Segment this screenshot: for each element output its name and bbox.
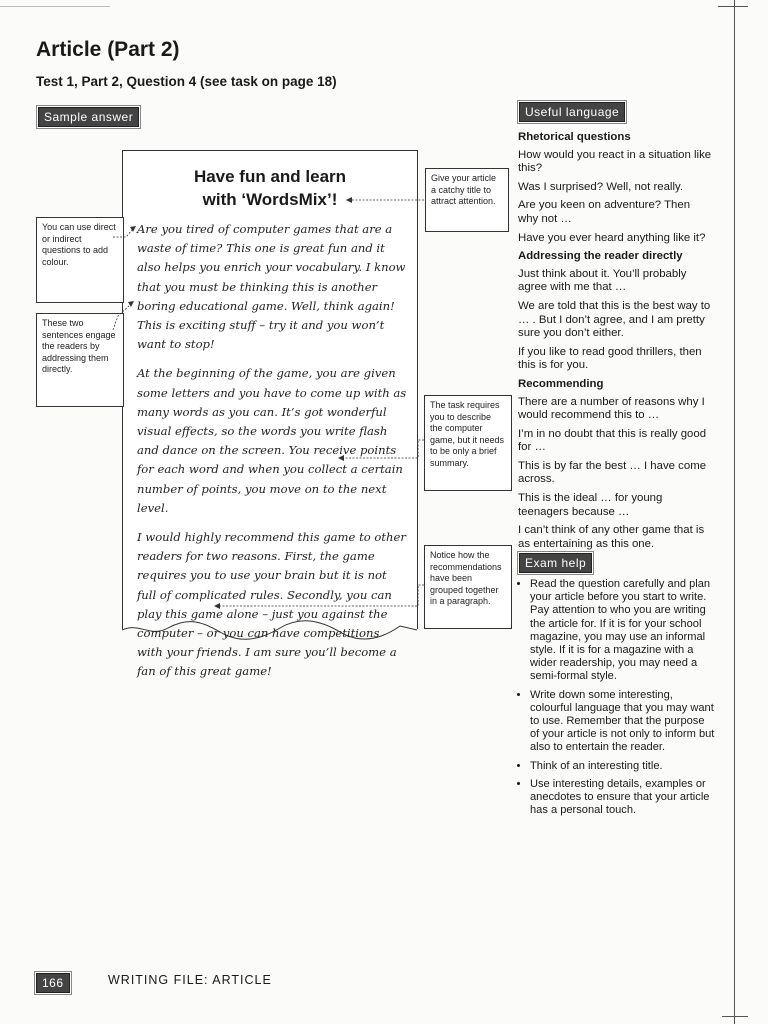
arrowhead-grouped (214, 603, 220, 609)
addressing-phrase: If you like to read good thrillers, then this is for you. (518, 345, 702, 372)
rhetorical-questions-heading: Rhetorical questions (518, 131, 631, 143)
exam-help-item: • Use interesting details, examples or anecdotes to ensure that your article has a personal touch. (530, 778, 716, 818)
recommending-phrase: This is the ideal … for young teenagers because … (518, 492, 663, 518)
arrow-grouped (214, 585, 424, 606)
useful-language-column (518, 127, 713, 556)
exam-help-column (516, 578, 716, 822)
arrow-summary (338, 440, 424, 458)
exam-help-label: Exam help (519, 553, 592, 573)
recommending-heading: Recommending (518, 377, 604, 390)
headline-line-2: with ‘WordsMix’! (202, 190, 338, 209)
footer-section-title: WRITING FILE: ARTICLE (108, 973, 272, 987)
arrow-colour (113, 230, 132, 237)
rhetorical-phrase: How would you react in a situation like this? (518, 148, 712, 175)
arrow-engage (113, 305, 130, 330)
exam-help-item: • Think of an interesting title. (530, 760, 716, 773)
addressing-phrase: We are told that this is the best way to … . But I don’t agree, and I am pretty sure you don’t either. (518, 299, 711, 340)
rhetorical-phrase: Have you ever heard anything like it? (518, 231, 706, 244)
addressing-phrase: Just think about it. You’ll probably agree with me that … (518, 267, 687, 294)
note-engage-readers: These two sentences engage the readers by addressing them directly. (36, 313, 124, 407)
note-grouped-recommendations: Notice how the recommendations have been grouped together in a paragraph. (424, 545, 512, 629)
note-questions-colour: You can use direct or indirect questions to add colour. (36, 217, 124, 303)
headline-line-1: Have fun and learn (193, 167, 347, 186)
exam-help-item: • Write down some interesting, colourful language that you may want to use. Remember that the purpose of your article is not only to inform but also to entertain the reader. (530, 689, 716, 755)
addressing-reader-heading: Addressing the reader directly (518, 250, 683, 263)
exam-help-item: • Read the question carefully and plan your article before you start to write. Pay attention to who you are writing the article for. If it is for your school magazine, you may use an informal style. If it is for a magazine with a wider readership, you may need a semi-formal style. (530, 578, 716, 684)
exam-help-list (516, 578, 716, 817)
recommending-phrase: I can’t think of any other game that is as entertaining as this one. (518, 524, 705, 550)
rhetorical-phrase: Are you keen on adventure? Then why not … (518, 199, 691, 225)
page-number: 166 (36, 973, 70, 993)
arrowhead-title (346, 197, 352, 203)
rhetorical-phrase: Was I surprised? Well, not really. (518, 180, 684, 193)
recommending-phrase: There are a number of reasons why I would recommend this to … (518, 395, 705, 422)
arrowhead-colour (130, 226, 136, 232)
article-paragraph-2: At the beginning of the game, you are given some letters and you have to come up with as many words as you can. It’s got wonderful visual effects, so the words you write flash and dance on the screen. You receive points for each word and when you collect a certain number of points, you move on to the next level. (137, 366, 407, 515)
recommending-phrase: This is by far the best … I have come across. (518, 459, 707, 486)
recommending-phrase: I’m in no doubt that this is really good for … (518, 427, 707, 454)
article-paragraph-1: Are you tired of computer games that are a waste of time? This one is great fun and it also helps you enrich your vocabulary. I know that you must be thinking this is another boring educational game. Well, think again! This is exciting stuff – try it and you won’t want to stop! (137, 222, 406, 352)
page-title: Article (Part 2) (36, 38, 180, 61)
arrowhead-summary (338, 455, 344, 461)
sample-answer-label: Sample answer (38, 107, 139, 127)
note-catchy-title: Give your article a catchy title to attract attention. (425, 168, 509, 232)
note-brief-summary: The task requires you to describe the computer game, but it needs to be only a brief summary. (424, 395, 512, 491)
page-subtitle: Test 1, Part 2, Question 4 (see task on page 18) (36, 74, 337, 89)
useful-language-label: Useful language (519, 102, 625, 122)
article-paragraph-3: I would highly recommend this game to other readers for two reasons. First, the game requires you to use your brain but it is not full of complicated rules. Secondly, you can play this game alone – just you against the computer – or you can have competitions with your friends. I am sure you’ll become a fan of this great game! (137, 530, 406, 679)
